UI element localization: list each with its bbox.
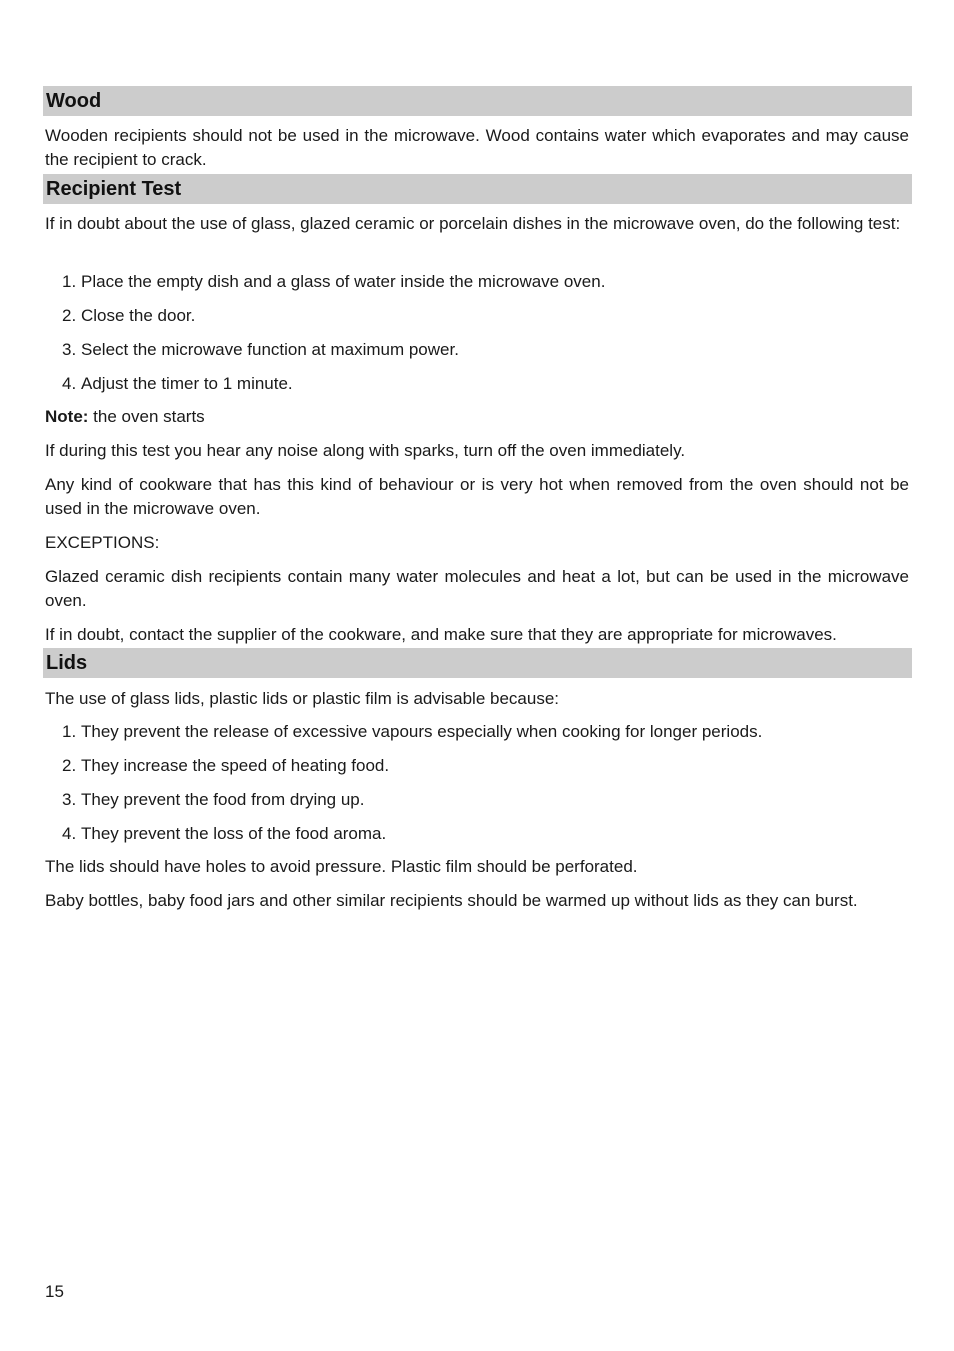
holes-paragraph: The lids should have holes to avoid pressure. Plastic film should be perforated. [45,857,638,876]
list-item-number: 1. [62,722,77,741]
list-item-text: They prevent the loss of the food aroma. [81,824,387,843]
list-item [62,270,902,294]
list-item [62,372,902,396]
note-paragraph [45,405,909,429]
list-item-number: 4. [62,824,77,843]
section-heading-recipient-test: Recipient Test [43,174,912,204]
page-number: 15 [45,1282,64,1301]
list-item-number: 4. [62,374,77,393]
baby-paragraph: Baby bottles, baby food jars and other similar recipients should be warmed up without lids as they can burst. [45,891,858,910]
list-item-number: 2. [62,306,77,325]
list-item-text: Close the door. [81,306,196,325]
list-item-number: 2. [62,756,77,775]
wood-paragraph: Wooden recipients should not be used in the microwave. Wood contains water which evaporates and may cause the recipient to crack. [45,126,909,169]
list-item-number: 1. [62,272,77,291]
list-item [62,822,902,846]
list-item-text: They increase the speed of heating food. [81,756,390,775]
list-item-text: Adjust the timer to 1 minute. [81,374,293,393]
cookware-paragraph: Any kind of cookware that has this kind of behaviour or is very hot when removed from the oven should not be used in the microwave oven. [45,475,909,518]
list-item [62,338,902,362]
glazed-paragraph: Glazed ceramic dish recipients contain many water molecules and heat a lot, but can be used in the microwave oven. [45,567,909,610]
list-item [62,720,902,744]
section-heading-wood: Wood [43,86,912,116]
note-label: Note: [45,407,89,426]
list-item-text: Select the microwave function at maximum power. [81,340,459,359]
section-heading-lids: Lids [43,648,912,678]
list-item-text: They prevent the release of excessive vapours especially when cooking for longer periods. [81,722,763,741]
list-item [62,788,902,812]
list-item [62,304,902,328]
list-item [62,754,902,778]
list-item-number: 3. [62,340,77,359]
note-text: the oven starts [88,407,205,426]
exceptions-label: EXCEPTIONS: [45,533,160,552]
sparks-paragraph: If during this test you hear any noise along with sparks, turn off the oven immediately. [45,441,686,460]
lids-intro: The use of glass lids, plastic lids or plastic film is advisable because: [45,689,560,708]
recipient-test-intro: If in doubt about the use of glass, glazed ceramic or porcelain dishes in the microwave oven, do the following test: [45,214,901,233]
list-item-number: 3. [62,790,77,809]
list-item-text: They prevent the food from drying up. [81,790,365,809]
list-item-text: Place the empty dish and a glass of water inside the microwave oven. [81,272,606,291]
doubt-paragraph: If in doubt, contact the supplier of the cookware, and make sure that they are appropriate for microwaves. [45,625,837,644]
